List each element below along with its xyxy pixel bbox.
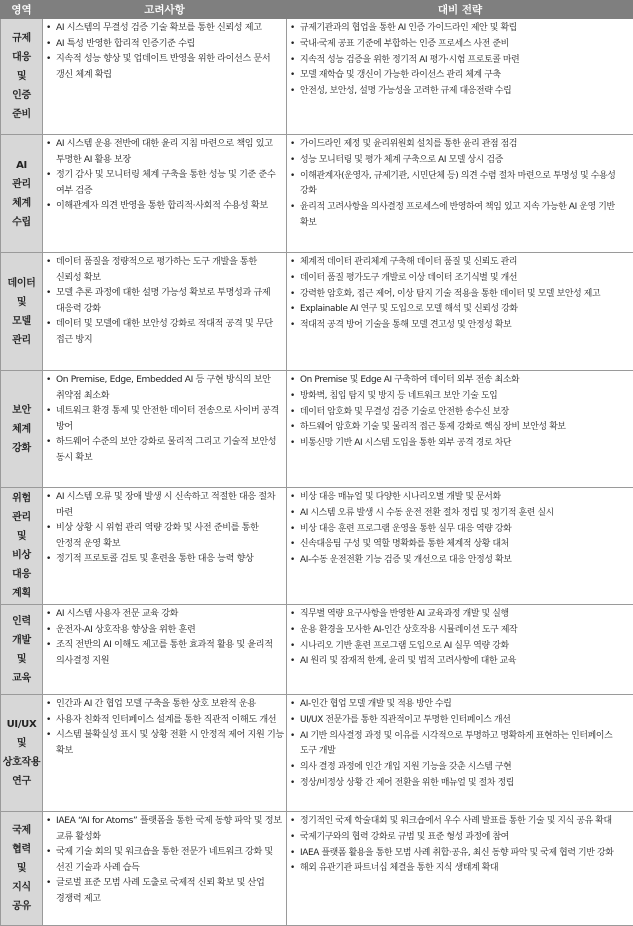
table-row — [1, 812, 633, 926]
strategies-cell — [287, 253, 633, 371]
strategy-item: • 적대적 공격 방어 기술을 통해 모델 견고성 및 안정성 확보 — [287, 318, 631, 334]
strategy-item: • 신속대응팀 구성 및 역할 명확화를 통한 체계적 상황 대처 — [287, 537, 631, 553]
considerations-list — [43, 488, 286, 570]
strategy-item: • 가이드라인 제정 및 윤리위원회 설치를 통한 윤리 관점 점검 — [287, 137, 631, 153]
header-considerations: 고려사항 — [43, 1, 287, 19]
area-label: 위험 관리 및 비상 대응 계획 — [12, 493, 31, 599]
area-label: AI 관리 체계 수립 — [12, 160, 31, 228]
strategy-item: • 성능 모니터링 및 평가 체계 구축으로 AI 모델 상시 검증 — [287, 153, 631, 169]
area-label: 규제 대응 및 인증 준비 — [12, 33, 31, 120]
considerations-list — [43, 19, 286, 85]
strategy-item: • 이해관계자(운영자, 규제기관, 시민단체 등) 의견 수렴 절차 마련으로 투명성 및 수용성 강화 — [287, 169, 631, 201]
consideration-item: • 비상 상황 시 위험 관리 역량 강화 및 사전 준비를 통한 안정적 운영 확보 — [43, 521, 284, 552]
strategies-list — [287, 488, 633, 571]
strategies-list — [287, 605, 633, 672]
considerations-list — [43, 253, 286, 350]
consideration-item: • AI 시스템의 무결성 검증 기술 확보를 통한 신뢰성 제고 — [43, 21, 284, 37]
strategy-item: • 직무별 역량 요구사항을 반영한 AI 교육과정 개발 및 실행 — [287, 607, 631, 623]
strategy-item: • 국내·국제 공표 기준에 부합하는 인증 프로세스 사전 준비 — [287, 37, 631, 53]
strategy-item: • 하드웨어 암호화 기술 및 물리적 접근 통제 강화로 핵심 장비 보안성 확보 — [287, 420, 631, 436]
strategy-item: • 정기적인 국제 학술대회 및 워크숍에서 우수 사례 발표를 통한 기술 및 지식 공유 확대 — [287, 814, 631, 830]
consideration-item: • 국제 기술 회의 및 워크숍을 통한 전문가 네트워크 강화 및 선진 기술과 사례 습득 — [43, 845, 284, 876]
strategy-item: • 시나리오 기반 훈련 프로그램 도입으로 AI 실무 역량 강화 — [287, 639, 631, 655]
consideration-item: • 정기적 프로토콜 검토 및 훈련을 통한 대응 능력 향상 — [43, 552, 284, 568]
strategies-list — [287, 371, 633, 454]
consideration-item: • AI 시스템 사용자 전문 교육 강화 — [43, 607, 284, 623]
area-label: 인력 개발 및 교육 — [12, 616, 31, 684]
strategy-item: • 규제기관과의 협업을 통한 AI 인증 가이드라인 제안 및 확립 — [287, 21, 631, 37]
strategy-item: • AI 시스템 오류 발생 시 수동 운전 전환 절차 정립 및 정기적 훈련 실시 — [287, 506, 631, 522]
considerations-cell — [43, 371, 287, 488]
strategy-item: • 비상 대응 매뉴얼 및 다양한 시나리오별 개발 및 문서화 — [287, 490, 631, 506]
area-cell — [1, 135, 43, 253]
consideration-item: • 네트워크 환경 통제 및 안전한 데이터 전송으로 사이버 공격 방어 — [43, 404, 284, 435]
considerations-cell — [43, 605, 287, 695]
area-label: 국제 협력 및 지식 공유 — [12, 825, 31, 912]
considerations-cell — [43, 812, 287, 926]
consideration-item: • 운전자-AI 상호작용 향상을 위한 훈련 — [43, 623, 284, 639]
strategy-item: • 데이터 암호화 및 무결성 검증 기술로 안전한 송수신 보장 — [287, 405, 631, 421]
strategy-item: • 의사 결정 과정에 인간 개입 지원 기능을 갖춘 시스템 구현 — [287, 760, 631, 776]
area-cell — [1, 19, 43, 135]
header-row — [1, 1, 633, 19]
considerations-cell — [43, 19, 287, 135]
strategies-cell — [287, 19, 633, 135]
strategy-item: • AI-인간 협업 모델 개발 및 적용 방안 수립 — [287, 697, 631, 713]
considerations-cell — [43, 253, 287, 371]
strategy-item: • 데이터 품질 평가도구 개발로 이상 데이터 조기식별 및 개선 — [287, 271, 631, 287]
consideration-item: • 지속적 성능 향상 및 업데이트 반영을 위한 라이선스 문서 갱신 체계 확립 — [43, 52, 284, 83]
strategy-item: • AI 기반 의사결정 과정 및 이유를 시각적으로 투명하고 명확하게 표현하는 인터페이스 도구 개발 — [287, 729, 631, 761]
table-row — [1, 371, 633, 488]
consideration-item: • 데이터 품질을 정량적으로 평가하는 도구 개발을 통한 신뢰성 확보 — [43, 255, 284, 286]
considerations-cell — [43, 488, 287, 605]
strategy-item: • On Premise 및 Edge AI 구축하여 데이터 외부 전송 최소화 — [287, 373, 631, 389]
table-row — [1, 253, 633, 371]
consideration-item: • 모델 추론 과정에 대한 설명 가능성 확보로 투명성과 규제 대응력 강화 — [43, 286, 284, 317]
area-cell — [1, 488, 43, 605]
area-label: 보안 체계 강화 — [12, 405, 31, 454]
consideration-item: • 정기 감사 및 모니터링 체계 구축을 통한 성능 및 기준 준수 여부 검증 — [43, 168, 284, 199]
strategy-item: • 방화벽, 침입 탐지 및 방지 등 네트워크 보안 기술 도입 — [287, 389, 631, 405]
strategy-item: • 체계적 데이터 관리체계 구축해 데이터 품질 및 신뢰도 관리 — [287, 255, 631, 271]
strategy-item: • 해외 유관기관 파트너십 체결을 통한 지식 생태계 확대 — [287, 861, 631, 877]
considerations-list — [43, 812, 286, 909]
consideration-item: • 이해관계자 의견 반영을 통한 합리적·사회적 수용성 확보 — [43, 199, 284, 215]
strategy-item: • AI 원리 및 잠재적 한계, 윤리 및 법적 고려사항에 대한 교육 — [287, 654, 631, 670]
consideration-item: • 조직 전반의 AI 이해도 제고를 통한 효과적 활용 및 윤리적 의사결정 지원 — [43, 638, 284, 669]
strategies-cell — [287, 135, 633, 253]
strategies-cell — [287, 695, 633, 812]
strategy-item: • 윤리적 고려사항을 의사결정 프로세스에 반영하여 책임 있고 지속 가능한 AI 운영 기반 확보 — [287, 200, 631, 232]
considerations-list — [43, 605, 286, 671]
header-area: 영역 — [1, 1, 43, 19]
header-strategies: 대비 전략 — [287, 1, 633, 19]
considerations-list — [43, 695, 286, 761]
consideration-item: • AI 특성 반영한 합리적 인증기준 수립 — [43, 37, 284, 53]
table-row — [1, 605, 633, 695]
considerations-cell — [43, 695, 287, 812]
considerations-list — [43, 371, 286, 468]
strategy-item: • 정상/비정상 상황 간 제어 전환을 위한 매뉴얼 및 절차 정립 — [287, 776, 631, 792]
strategy-item: • 국제기구와의 협력 강화로 규범 및 표준 형성 과정에 참여 — [287, 830, 631, 846]
strategies-cell — [287, 605, 633, 695]
area-cell — [1, 812, 43, 926]
consideration-item: • 하드웨어 수준의 보안 강화로 물리적 그리고 기술적 보안성 동시 확보 — [43, 435, 284, 466]
strategy-item: • IAEA 플랫폼 활용을 통한 모범 사례 취합·공유, 최신 동향 파악 및 국제 협력 기반 강화 — [287, 846, 631, 862]
consideration-item: • 글로벌 표준 모범 사례 도출로 국제적 신뢰 확보 및 산업 경쟁력 제고 — [43, 876, 284, 907]
strategy-item: • Explainable AI 연구 및 도입으로 모델 해석 및 신뢰성 강화 — [287, 302, 631, 318]
strategies-list — [287, 135, 633, 234]
consideration-item: • AI 시스템 오류 및 장애 발생 시 신속하고 적절한 대응 절차 마련 — [43, 490, 284, 521]
table-row — [1, 135, 633, 253]
strategies-cell — [287, 812, 633, 926]
strategy-item: • 안전성, 보안성, 설명 가능성을 고려한 규제 대응전략 수립 — [287, 84, 631, 100]
table-row — [1, 488, 633, 605]
consideration-item: • AI 시스템 운용 전반에 대한 윤리 지침 마련으로 책임 있고 투명한 AI 활용 보장 — [43, 137, 284, 168]
consideration-item: • 데이터 및 모델에 대한 보안성 강화로 적대적 공격 및 무단 접근 방지 — [43, 317, 284, 348]
strategy-item: • 비통신망 기반 AI 시스템 도입을 통한 외부 공격 경로 차단 — [287, 436, 631, 452]
area-cell — [1, 371, 43, 488]
strategies-cell — [287, 488, 633, 605]
consideration-item: • 사용자 친화적 인터페이스 설계를 통한 직관적 이해도 개선 — [43, 713, 284, 729]
strategies-list — [287, 19, 633, 102]
strategy-item: • 비상 대응 훈련 프로그램 운영을 통한 실무 대응 역량 강화 — [287, 522, 631, 538]
strategies-list — [287, 695, 633, 794]
consideration-item: • 시스템 불확실성 표시 및 상황 전환 시 안정적 제어 지원 기능 확보 — [43, 728, 284, 759]
consideration-item: • On Premise, Edge, Embedded AI 등 구현 방식의 보안 취약점 최소화 — [43, 373, 284, 404]
considerations-cell — [43, 135, 287, 253]
strategies-cell — [287, 371, 633, 488]
strategy-item: • 강력한 암호화, 접근 제어, 이상 탐지 기술 적용을 통한 데이터 및 모델 보안성 제고 — [287, 287, 631, 303]
consideration-item: • 인간과 AI 간 협업 모델 구축을 통한 상호 보완적 운용 — [43, 697, 284, 713]
strategies-list — [287, 253, 633, 336]
strategy-item: • 지속적 성능 검증을 위한 정기적 AI 평가·시험 프로토콜 마련 — [287, 53, 631, 69]
strategies-list — [287, 812, 633, 879]
area-cell — [1, 695, 43, 812]
area-label: 데이터 및 모델 관리 — [7, 278, 35, 346]
strategy-item: • UI/UX 전문가를 통한 직관적이고 투명한 인터페이스 개선 — [287, 713, 631, 729]
considerations-list — [43, 135, 286, 217]
area-label: UI/UX 및 상호작용 연구 — [3, 719, 40, 787]
table-row — [1, 695, 633, 812]
consideration-item: • IAEA “AI for Atoms” 플랫폼을 통한 국제 동향 파악 및 정보 교류 활성화 — [43, 814, 284, 845]
table-row — [1, 19, 633, 135]
strategy-item: • 모델 재학습 및 갱신이 가능한 라이선스 관리 체계 구축 — [287, 68, 631, 84]
area-cell — [1, 605, 43, 695]
strategy-item: • 운용 환경을 모사한 AI-인간 상호작용 시뮬레이션 도구 제작 — [287, 623, 631, 639]
strategy-item: • AI-수동 운전전환 기능 검증 및 개선으로 대응 안정성 확보 — [287, 553, 631, 569]
area-cell — [1, 253, 43, 371]
